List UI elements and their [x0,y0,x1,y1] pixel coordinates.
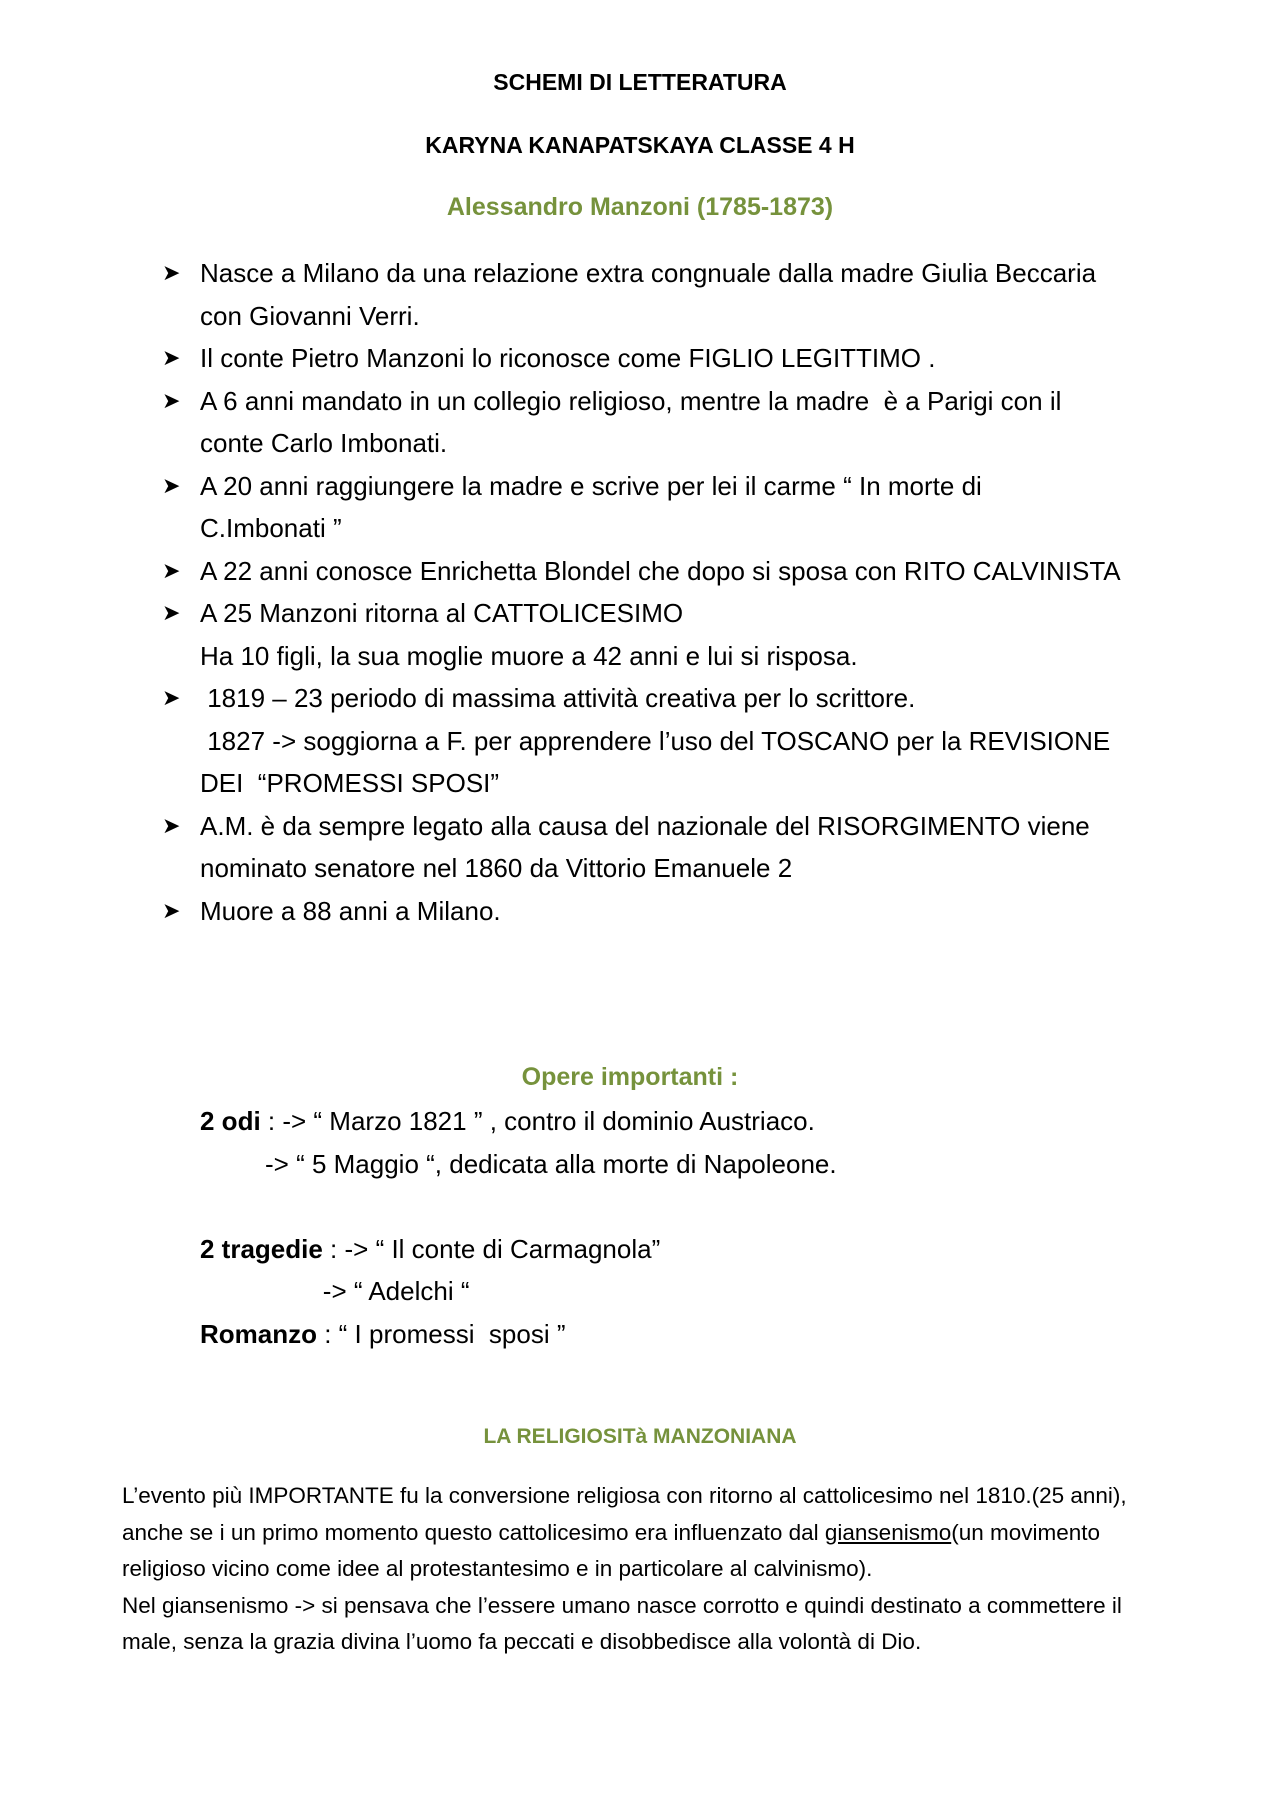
romanzo-label: Romanzo [200,1318,317,1349]
odi-item-2: -> “ 5 Maggio “, dedicata alla morte di Napoleone. [200,1148,837,1179]
spacer [200,1185,1100,1228]
works-list [200,1100,1100,1355]
religion-heading: LA RELIGIOSITà MANZONIANA [483,1425,797,1448]
biography-line: Nasce a Milano da una relazione extra congnuale dalla madre Giulia Beccaria [200,258,1097,288]
biography-item [160,805,1150,890]
arrowhead-bullet-icon: ➤ [162,387,181,413]
document-title: SCHEMI DI LETTERATURA [493,69,787,95]
biography-list [160,252,1150,932]
works-heading: Opere importanti : [521,1063,739,1091]
arrowhead-bullet-icon: ➤ [162,345,181,370]
biography-item [160,252,1150,337]
biography-line: 1827 -> soggiorna a F. per apprendere l’uso del TOSCANO per la REVISIONE [200,725,1111,756]
giansenismo-underlined: giansenismo [824,1519,952,1545]
tragedie-label: 2 tragedie [200,1233,323,1264]
biography-line: A.M. è da sempre legato alla causa del nazionale del RISORGIMENTO viene [200,810,1090,841]
student-name: KARYNA KANAPATSKAYA CLASSE 4 H [425,132,855,158]
author-heading: Alessandro Manzoni (1785-1873) [446,193,834,221]
arrowhead-bullet-icon: ➤ [162,812,181,838]
biography-line: A 25 Manzoni ritorna al CATTOLICESIMO [200,598,684,628]
religion-p1-text: L’evento più IMPORTANTE fu la conversione religiosa con ritorno al cattolicesimo nel 1810.(25 anni), anche se i un primo momento questo cattolicesimo era influenzato dal [122,1483,1127,1545]
biography-item [160,337,1150,380]
biography-item [160,380,1150,465]
biography-line: 1819 – 23 periodo di massima attività creativa per lo scrittore. [200,683,916,713]
romanzo-item: : “ I promessi sposi ” [317,1318,566,1349]
arrowhead-bullet-icon: ➤ [162,260,181,285]
biography-line: Muore a 88 anni a Milano. [200,895,501,926]
biography-line: Ha 10 figli, la sua moglie muore a 42 anni e lui si risposa. [200,640,858,671]
works-tragedie-row [200,1228,1100,1271]
biography-line: A 22 anni conosce Enrichetta Blondel che dopo si sposa con RITO CALVINISTA [200,555,1121,586]
arrowhead-bullet-icon: ➤ [162,472,181,498]
biography-line: DEI “PROMESSI SPOSI” [200,768,500,798]
biography-line: nominato senatore nel 1860 da Vittorio Emanuele 2 [200,853,793,883]
arrowhead-bullet-icon: ➤ [162,897,181,923]
odi-item-1: : -> “ Marzo 1821 ” , contro il dominio Austriaco. [260,1106,815,1136]
biography-line: C.Imbonati ” [200,513,342,543]
biography-item [160,890,1150,933]
odi-label: 2 odi [200,1106,261,1136]
tragedie-item-1: : -> “ Il conte di Carmagnola” [322,1233,661,1264]
works-odi-row [200,1100,1100,1143]
arrowhead-bullet-icon: ➤ [162,557,181,583]
religion-p1-text-cont: (un movimento religioso vicino come idee al protestantesimo e in particolare al calvinismo). [122,1519,1101,1581]
biography-item [160,550,1150,593]
tragedie-item-2: -> “ Adelchi “ [200,1276,470,1306]
religion-paragraph-1 [122,1478,1172,1588]
religion-text [122,1478,1172,1661]
biography-line: conte Carlo Imbonati. [200,428,448,458]
biography-line: Il conte Pietro Manzoni lo riconosce come FIGLIO LEGITTIMO . [200,343,936,373]
biography-line: A 20 anni raggiungere la madre e scrive per lei il carme “ In morte di [200,470,982,501]
biography-item [160,592,1150,677]
arrowhead-bullet-icon: ➤ [162,685,181,710]
biography-item [160,465,1150,550]
biography-item [160,677,1150,805]
works-romanzo-row [200,1313,1100,1356]
religion-paragraph-2: Nel giansenismo -> si pensava che l’essere umano nasce corrotto e quindi destinato a commettere il male, senza la grazia divina l’uomo fa peccati e disobbedisce alla volontà di Dio. [122,1592,1122,1654]
biography-line: con Giovanni Verri. [200,300,420,331]
arrowhead-bullet-icon: ➤ [162,600,181,625]
biography-line: A 6 anni mandato in un collegio religioso, mentre la madre è a Parigi con il [200,385,1062,416]
